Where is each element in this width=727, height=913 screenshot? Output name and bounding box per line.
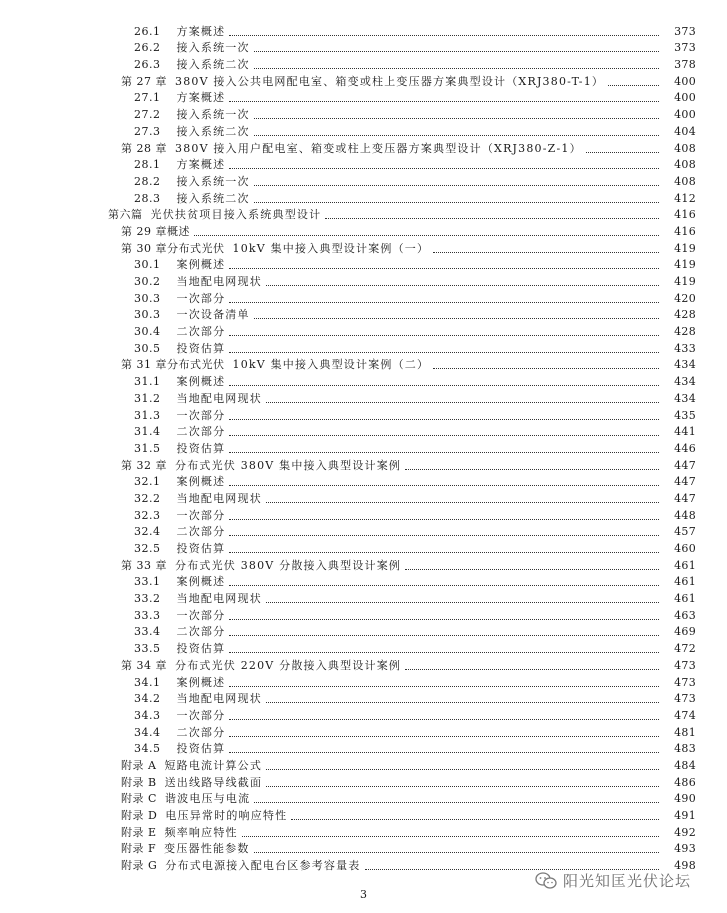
toc-leader-dots <box>229 741 659 753</box>
toc-entry-page: 473 <box>674 692 696 706</box>
toc-section-entry[interactable] <box>0 722 727 739</box>
toc-section-entry[interactable] <box>0 672 727 689</box>
toc-section-entry[interactable] <box>0 305 727 322</box>
toc-chapter-entry[interactable] <box>0 839 727 856</box>
toc-entry-number: 28.3 <box>134 191 161 205</box>
toc-entry-number: 第 27 章 <box>121 74 167 88</box>
toc-leader-dots <box>229 408 659 420</box>
toc-section-entry[interactable] <box>0 689 727 706</box>
toc-entry-title: 二次部分 <box>176 725 226 739</box>
toc-leader-dots <box>229 708 659 720</box>
toc-entry-page: 428 <box>674 308 696 322</box>
toc-leader-dots <box>266 491 659 503</box>
toc-entry-page: 434 <box>674 375 696 389</box>
toc-section-entry[interactable] <box>0 155 727 172</box>
toc-entry-page: 461 <box>674 558 696 572</box>
toc-entry-page: 491 <box>674 809 696 822</box>
toc-part-entry[interactable] <box>0 205 727 222</box>
toc-entry-page: 433 <box>674 341 696 355</box>
toc-section-entry[interactable] <box>0 638 727 655</box>
toc-entry-page: 461 <box>674 592 696 606</box>
toc-entry-title: 380V 接入用户配电室、箱变或柱上变压器方案典型设计（XRJ380-Z-1） <box>175 141 582 155</box>
toc-entry-title: 投资估算 <box>176 441 226 455</box>
toc-entry-page: 434 <box>674 391 696 405</box>
toc-leader-dots <box>266 758 659 770</box>
toc-section-entry[interactable] <box>0 104 727 121</box>
toc-section-entry[interactable] <box>0 438 727 455</box>
toc-entry-title: 一次设备清单 <box>176 308 250 322</box>
toc-entry-page: 472 <box>674 642 696 656</box>
toc-leader-dots <box>229 441 659 453</box>
toc-entry-number: 34.1 <box>134 675 161 689</box>
toc-entry-page: 400 <box>674 91 696 105</box>
toc-leader-dots <box>229 24 659 36</box>
toc-leader-dots <box>266 391 659 403</box>
toc-leader-dots <box>229 624 659 636</box>
toc-entry-title: 接入系统二次 <box>176 124 250 138</box>
toc-entry-number: 32.5 <box>134 542 161 555</box>
toc-entry-page: 373 <box>674 41 696 55</box>
toc-section-entry[interactable] <box>0 88 727 105</box>
toc-entry-page: 474 <box>674 708 696 722</box>
toc-entry-number: 31.2 <box>134 391 161 405</box>
toc-entry-title: 一次部分 <box>176 408 226 422</box>
toc-entry-page: 404 <box>674 124 696 138</box>
toc-leader-dots <box>229 608 659 620</box>
toc-entry-number: 31.3 <box>134 408 161 422</box>
watermark <box>535 870 691 891</box>
toc-entry-title: 当地配电网现状 <box>176 692 262 706</box>
toc-leader-dots <box>254 791 659 803</box>
toc-entry-title: 分布式光伏 220V 分散接入典型设计案例 <box>175 658 402 672</box>
toc-section-entry[interactable] <box>0 38 727 55</box>
toc-entry-number: 28.2 <box>134 174 161 188</box>
toc-entry-number: 26.3 <box>134 58 161 72</box>
toc-entry-page: 400 <box>674 108 696 122</box>
toc-entry-number: 第 29 章概述 <box>121 224 190 238</box>
toc-entry-number: 附录 E <box>121 825 157 839</box>
toc-entry-title: 接入系统一次 <box>176 41 250 55</box>
toc-entry-title: 案例概述 <box>176 675 226 689</box>
toc-entry-number: 33.4 <box>134 625 161 639</box>
toc-entry-number: 32.1 <box>134 475 161 489</box>
toc-entry-title: 送出线路导线截面 <box>164 775 263 789</box>
toc-section-entry[interactable] <box>0 388 727 405</box>
toc-entry-number: 第 31 章分布式光伏 <box>121 358 225 372</box>
toc-entry-title: 分布式光伏 380V 分散接入典型设计案例 <box>175 558 402 572</box>
toc-section-entry[interactable] <box>0 705 727 722</box>
toc-entry-page: 469 <box>674 625 696 639</box>
toc-leader-dots <box>229 641 659 653</box>
toc-entry-number: 第 34 章 <box>121 658 167 672</box>
chat-bubble-icon <box>535 871 557 891</box>
toc-entry-page: 457 <box>674 525 696 539</box>
toc-entry-title: 投资估算 <box>176 542 226 555</box>
toc-leader-dots <box>229 675 659 687</box>
toc-leader-dots <box>405 658 659 670</box>
toc-chapter-entry[interactable] <box>0 805 727 822</box>
toc-entry-number: 33.2 <box>134 592 161 606</box>
toc-leader-dots <box>405 558 659 570</box>
toc-chapter-entry[interactable] <box>0 355 727 372</box>
toc-entry-title: 案例概述 <box>176 258 226 272</box>
toc-entry-number: 34.5 <box>134 742 161 756</box>
toc-section-entry[interactable] <box>0 21 727 38</box>
toc-entry-number: 第 33 章 <box>121 558 167 572</box>
toc-entry-title: 分布式电源接入配电台区参考容量表 <box>165 859 361 873</box>
toc-entry-number: 30.3 <box>134 308 161 322</box>
toc-entry-number: 34.3 <box>134 708 161 722</box>
toc-entry-page: 481 <box>674 725 696 739</box>
toc-entry-page: 447 <box>674 458 696 472</box>
toc-entry-number: 附录 A <box>121 758 157 772</box>
toc-leader-dots <box>266 591 659 603</box>
toc-entry-page: 447 <box>674 491 696 505</box>
toc-entry-title: 当地配电网现状 <box>176 491 262 505</box>
toc-entry-number: 27.1 <box>134 91 161 105</box>
toc-entry-page: 378 <box>674 58 696 72</box>
toc-leader-dots <box>229 291 659 303</box>
toc-section-entry[interactable] <box>0 288 727 305</box>
toc-section-entry[interactable] <box>0 171 727 188</box>
toc-entry-page: 461 <box>674 575 696 589</box>
toc-leader-dots <box>229 474 659 486</box>
toc-section-entry[interactable] <box>0 271 727 288</box>
toc-entry-title: 投资估算 <box>176 341 226 355</box>
toc-entry-title: 380V 接入公共电网配电室、箱变或柱上变压器方案典型设计（XRJ380-T-1） <box>175 74 605 88</box>
toc-entry-title: 投资估算 <box>176 742 226 756</box>
toc-section-entry[interactable] <box>0 522 727 539</box>
toc-chapter-entry[interactable] <box>0 772 727 789</box>
toc-entry-page: 484 <box>674 758 696 772</box>
toc-entry-number: 第 28 章 <box>121 141 167 155</box>
toc-section-entry[interactable] <box>0 371 727 388</box>
toc-entry-title: 当地配电网现状 <box>176 592 262 606</box>
page-number: 3 <box>360 888 367 901</box>
toc-entry-number: 30.4 <box>134 325 161 339</box>
toc-entry-page: 434 <box>674 358 696 372</box>
table-of-contents <box>0 21 727 872</box>
toc-leader-dots <box>229 324 659 336</box>
toc-leader-dots <box>325 207 659 219</box>
toc-entry-page: 435 <box>674 408 696 422</box>
toc-section-entry[interactable] <box>0 422 727 439</box>
toc-leader-dots <box>254 107 659 119</box>
toc-leader-dots <box>608 74 659 86</box>
toc-entry-number: 30.1 <box>134 258 161 272</box>
toc-entry-title: 当地配电网现状 <box>176 275 262 288</box>
toc-entry-number: 第 30 章分布式光伏 <box>121 241 225 255</box>
toc-section-entry[interactable] <box>0 405 727 422</box>
toc-entry-title: 一次部分 <box>176 608 226 622</box>
toc-section-entry[interactable] <box>0 488 727 505</box>
toc-section-entry[interactable] <box>0 121 727 138</box>
toc-entry-title: 方案概述 <box>176 24 226 38</box>
toc-entry-title: 接入系统一次 <box>176 108 250 122</box>
toc-entry-page: 400 <box>674 74 696 88</box>
toc-entry-number: 附录 B <box>121 775 157 789</box>
toc-entry-title: 一次部分 <box>176 508 226 522</box>
toc-section-entry[interactable] <box>0 505 727 522</box>
toc-entry-number: 附录 G <box>121 859 158 873</box>
toc-entry-title: 投资估算 <box>176 642 226 656</box>
toc-entry-page: 373 <box>674 24 696 38</box>
toc-entry-page: 498 <box>674 859 696 873</box>
toc-entry-number: 34.4 <box>134 725 161 739</box>
toc-entry-page: 416 <box>674 208 696 222</box>
toc-section-entry[interactable] <box>0 605 727 622</box>
toc-leader-dots <box>266 775 659 787</box>
toc-entry-title: 谐波电压与电流 <box>164 792 251 806</box>
toc-entry-page: 420 <box>674 291 696 305</box>
toc-entry-title: 一次部分 <box>176 291 226 305</box>
toc-entry-page: 486 <box>674 775 696 789</box>
toc-entry-number: 31.5 <box>134 441 161 455</box>
toc-entry-page: 441 <box>674 425 696 439</box>
toc-entry-title: 光伏扶贫项目接入系统典型设计 <box>150 208 322 222</box>
toc-section-entry[interactable] <box>0 255 727 272</box>
toc-entry-number: 34.2 <box>134 692 161 706</box>
toc-leader-dots <box>229 157 659 169</box>
toc-entry-title: 分布式光伏 380V 集中接入典型设计案例 <box>175 458 402 472</box>
toc-entry-page: 416 <box>674 224 696 238</box>
toc-leader-dots <box>229 90 659 102</box>
toc-leader-dots <box>254 40 659 52</box>
toc-entry-number: 附录 D <box>121 809 158 822</box>
toc-leader-dots <box>229 424 659 436</box>
toc-entry-title: 接入系统二次 <box>176 58 250 72</box>
toc-entry-page: 448 <box>674 508 696 522</box>
toc-section-entry[interactable] <box>0 572 727 589</box>
toc-entry-number: 28.1 <box>134 158 161 172</box>
toc-leader-dots <box>266 274 659 286</box>
toc-entry-title: 二次部分 <box>176 625 226 639</box>
toc-entry-number: 32.3 <box>134 508 161 522</box>
toc-entry-page: 473 <box>674 675 696 689</box>
toc-entry-number: 27.3 <box>134 124 161 138</box>
toc-entry-number: 30.3 <box>134 291 161 305</box>
toc-entry-page: 490 <box>674 792 696 806</box>
toc-leader-dots <box>229 508 659 520</box>
toc-entry-page: 419 <box>674 241 696 255</box>
toc-entry-page: 493 <box>674 842 696 856</box>
toc-entry-title: 一次部分 <box>176 708 226 722</box>
toc-entry-title: 变压器性能参数 <box>164 842 250 856</box>
toc-entry-title: 10kV 集中接入典型设计案例（二） <box>232 358 430 372</box>
toc-leader-dots <box>254 174 659 186</box>
toc-entry-number: 27.2 <box>134 108 161 122</box>
toc-entry-number: 附录 C <box>121 792 157 806</box>
toc-leader-dots <box>229 341 659 353</box>
toc-entry-number: 32.2 <box>134 491 161 505</box>
toc-entry-title: 案例概述 <box>176 575 226 589</box>
toc-section-entry[interactable] <box>0 54 727 71</box>
toc-section-entry[interactable] <box>0 538 727 555</box>
toc-leader-dots <box>254 57 659 69</box>
toc-entry-title: 二次部分 <box>176 425 226 439</box>
toc-entry-page: 428 <box>674 325 696 339</box>
toc-entry-title: 电压异常时的响应特性 <box>165 809 288 822</box>
toc-leader-dots <box>229 541 659 553</box>
toc-entry-title: 二次部分 <box>176 525 226 539</box>
toc-leader-dots <box>242 825 659 837</box>
toc-entry-number: 32.4 <box>134 525 161 539</box>
toc-leader-dots <box>266 691 659 703</box>
toc-chapter-entry[interactable] <box>0 822 727 839</box>
toc-entry-page: 463 <box>674 608 696 622</box>
watermark-text: 阳光知匡光伏论坛 <box>563 872 692 890</box>
toc-entry-title: 短路电流计算公式 <box>164 758 263 772</box>
toc-entry-title: 当地配电网现状 <box>176 391 262 405</box>
toc-entry-page: 419 <box>674 275 696 288</box>
toc-leader-dots <box>586 141 659 153</box>
toc-leader-dots <box>254 124 659 136</box>
toc-chapter-entry[interactable] <box>0 455 727 472</box>
toc-entry-title: 10kV 集中接入典型设计案例（一） <box>232 241 430 255</box>
toc-entry-page: 408 <box>674 174 696 188</box>
toc-entry-page: 419 <box>674 258 696 272</box>
toc-leader-dots <box>433 357 659 369</box>
toc-chapter-entry[interactable] <box>0 789 727 806</box>
toc-entry-title: 二次部分 <box>176 325 226 339</box>
toc-leader-dots <box>254 841 659 853</box>
toc-leader-dots <box>194 224 659 236</box>
toc-chapter-entry[interactable] <box>0 138 727 155</box>
toc-leader-dots <box>229 725 659 737</box>
toc-entry-number: 第 32 章 <box>121 458 167 472</box>
toc-entry-title: 方案概述 <box>176 158 226 172</box>
toc-section-entry[interactable] <box>0 188 727 205</box>
toc-entry-number: 30.2 <box>134 275 161 288</box>
toc-section-entry[interactable] <box>0 588 727 605</box>
toc-chapter-entry[interactable] <box>0 238 727 255</box>
toc-entry-page: 473 <box>674 658 696 672</box>
toc-entry-title: 案例概述 <box>176 475 226 489</box>
toc-leader-dots <box>405 458 659 470</box>
toc-leader-dots <box>229 524 659 536</box>
toc-leader-dots <box>365 858 660 870</box>
toc-chapter-entry[interactable] <box>0 755 727 772</box>
toc-entry-title: 案例概述 <box>176 375 226 389</box>
toc-chapter-entry[interactable] <box>0 221 727 238</box>
toc-entry-page: 412 <box>674 191 696 205</box>
toc-entry-title: 接入系统一次 <box>176 174 250 188</box>
toc-section-entry[interactable] <box>0 338 727 355</box>
toc-leader-dots <box>229 257 659 269</box>
toc-entry-page: 492 <box>674 825 696 839</box>
toc-section-entry[interactable] <box>0 321 727 338</box>
toc-entry-page: 460 <box>674 542 696 555</box>
toc-entry-number: 31.1 <box>134 375 161 389</box>
toc-entry-number: 附录 F <box>121 842 157 856</box>
toc-chapter-entry[interactable] <box>0 655 727 672</box>
toc-entry-page: 483 <box>674 742 696 756</box>
toc-entry-page: 447 <box>674 475 696 489</box>
toc-leader-dots <box>254 191 659 203</box>
toc-leader-dots <box>291 808 659 820</box>
toc-entry-number: 33.3 <box>134 608 161 622</box>
toc-chapter-entry[interactable] <box>0 71 727 88</box>
toc-chapter-entry[interactable] <box>0 555 727 572</box>
toc-entry-page: 446 <box>674 441 696 455</box>
toc-entry-number: 30.5 <box>134 341 161 355</box>
toc-entry-title: 方案概述 <box>176 91 226 105</box>
toc-leader-dots <box>254 307 659 319</box>
toc-leader-dots <box>229 374 659 386</box>
toc-entry-page: 408 <box>674 158 696 172</box>
toc-entry-number: 33.5 <box>134 642 161 656</box>
toc-entry-title: 接入系统二次 <box>176 191 250 205</box>
toc-entry-number: 26.2 <box>134 41 161 55</box>
toc-leader-dots <box>229 574 659 586</box>
toc-entry-title: 频率响应特性 <box>164 825 238 839</box>
toc-entry-number: 33.1 <box>134 575 161 589</box>
toc-entry-number: 26.1 <box>134 24 161 38</box>
toc-leader-dots <box>433 241 659 253</box>
toc-entry-number: 31.4 <box>134 425 161 439</box>
toc-section-entry[interactable] <box>0 472 727 489</box>
toc-entry-number: 第六篇 <box>108 208 143 222</box>
toc-section-entry[interactable] <box>0 739 727 756</box>
toc-section-entry[interactable] <box>0 622 727 639</box>
toc-entry-page: 408 <box>674 141 696 155</box>
